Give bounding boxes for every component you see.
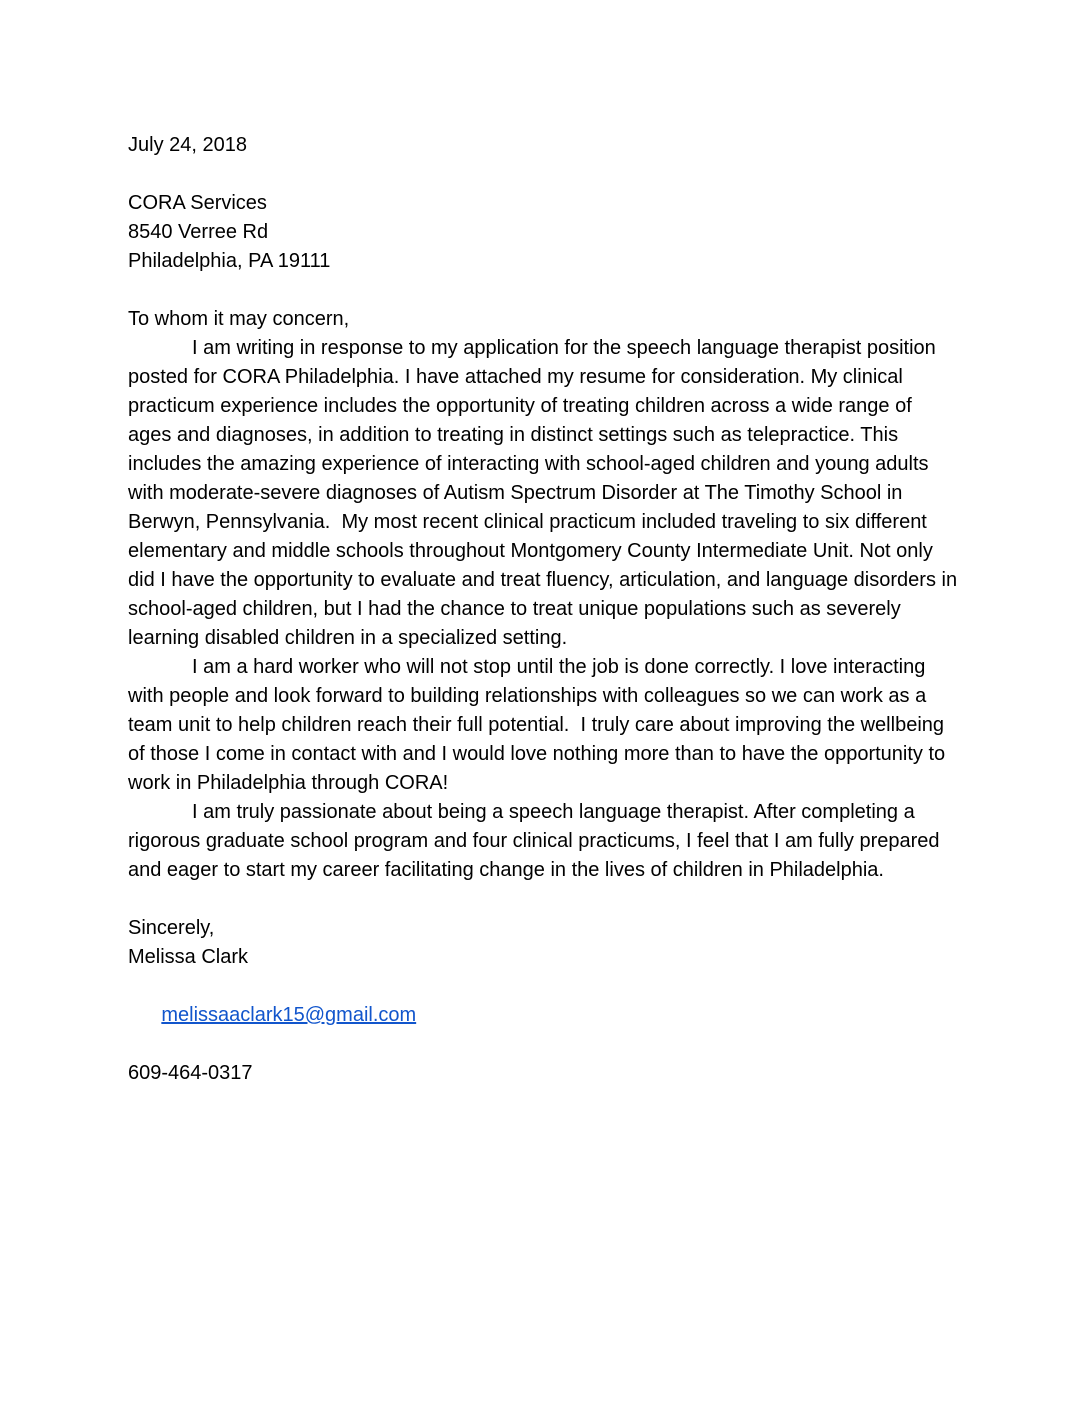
letter-body [128, 334, 963, 885]
recipient-street: 8540 Verree Rd [128, 221, 269, 243]
recipient-name: CORA Services [128, 192, 267, 214]
body-paragraph-3: I am truly passionate about being a speech language therapist. After completing a rigorous graduate school program and four clinical practicums, I feel that I am fully prepared and eager to start my career facilitating change in the lives of children in Philadelphia. [128, 801, 946, 881]
recipient-address-block [128, 189, 960, 276]
phone-number: 609-464-0317 [128, 1062, 253, 1084]
spacer [128, 885, 960, 914]
spacer [128, 160, 960, 189]
spacer [128, 276, 960, 305]
signer-name: Melissa Clark [128, 946, 249, 968]
signature-block [128, 914, 960, 1088]
salutation: To whom it may concern, [128, 308, 350, 330]
email-link[interactable]: melissaaclark15@gmail.com [161, 1004, 417, 1026]
closing: Sincerely, [128, 917, 215, 939]
letter-date: July 24, 2018 [128, 134, 247, 156]
body-paragraph-1: I am writing in response to my application for the speech language therapist position posted for CORA Philadelphia. I have attached my resume for consideration. My clinical practicum experience includes the opportunity of treating children across a wide range of ages and diagnoses, in addition to treating in distinct settings such as telepractice. This includes the amazing experience of interacting with school-aged children and young adults with moderate-severe diagnoses of Autism Spectrum Disorder at The Timothy School in Berwyn, Pennsylvania. My most recent clinical practicum included traveling to six different elementary and middle schools throughout Montgomery County Intermediate Unit. Not only did I have the opportunity to evaluate and treat fluency, articulation, and language disorders in school-aged children, but I had the chance to treat unique populations such as severely learning disabled children in a specialized setting. [128, 337, 963, 649]
recipient-city-state-zip: Philadelphia, PA 19111 [128, 250, 331, 272]
body-paragraph-2: I am a hard worker who will not stop until the job is done correctly. I love interacting with people and look forward to building relationships with colleagues so we can work as a team unit to help children reach their full potential. I truly care about improving the wellbeing of those I come in contact with and I would love nothing more than to have the opportunity to work in Philadelphia through CORA! [128, 656, 951, 794]
